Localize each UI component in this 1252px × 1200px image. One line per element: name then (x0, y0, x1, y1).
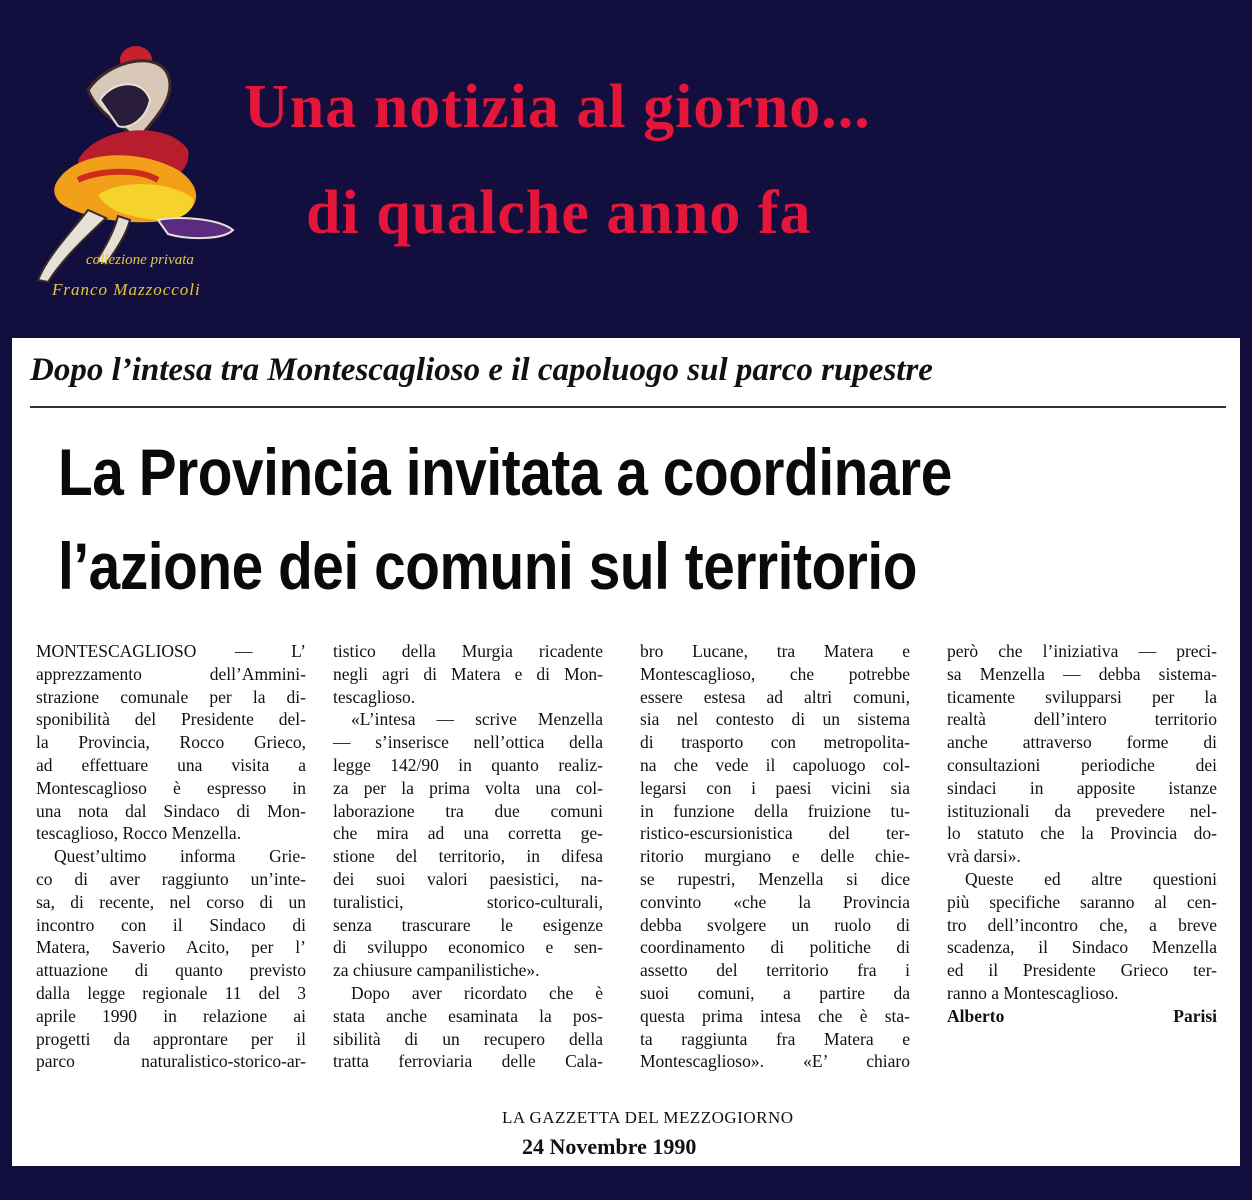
article-text-line: sa, di recente, nel corso di un (36, 891, 306, 912)
article-text-line: sa Menzella — debba sistema- (947, 663, 1217, 684)
article-text-line: stione del territorio, in difesa (333, 846, 603, 867)
article-text-line: «L’intesa — scrive Menzella (351, 709, 603, 730)
article-text-line: se rupestri, Menzella si dice (640, 868, 910, 889)
article-text-line: ed il Presidente Grieco ter- (947, 960, 1217, 981)
article-text-line: ristico-escursionistica del ter- (640, 823, 910, 844)
kicker-divider (30, 406, 1226, 408)
article-text-line: attuazione di quanto previsto (36, 960, 306, 981)
article-text-line: dei suoi valori paesistici, na- (333, 868, 603, 889)
article-text-line: realtà dell’intero territorio (947, 709, 1217, 730)
article-text-line: sibilità di un recupero della (333, 1028, 603, 1049)
article-text-line: ticamente svilupparsi per la (947, 686, 1217, 707)
article-text-line: lo statuto che la Provincia do- (947, 823, 1217, 844)
dancer-leg-left (38, 210, 106, 282)
article-column-1 (36, 640, 306, 1073)
article-text-line: laborazione tra due comuni (333, 800, 603, 821)
article-text-line: consultazioni periodiche dei (947, 754, 1217, 775)
article-text-line: la Provincia, Rocco Grieco, (36, 732, 306, 753)
newspaper-clipping (12, 338, 1240, 1166)
article-text-line: tescaglioso, Rocco Menzella. (36, 823, 242, 844)
article-text-line: za chiusure campanilistiche». (333, 960, 540, 981)
article-text-line: Quest’ultimo informa Grie- (54, 846, 306, 867)
article-text-line: legge 142/90 in quanto realiz- (333, 754, 603, 775)
article-text-line: stata anche esaminata la pos- (333, 1005, 603, 1026)
article-text-line: turalistici, storico-culturali, (333, 891, 603, 912)
article-text-line: scadenza, il Sindaco Menzella (947, 937, 1217, 958)
article-text-line: Montescaglioso». «E’ chiaro (640, 1051, 910, 1072)
article-text-line: bro Lucane, tra Matera e (640, 641, 910, 661)
article-text-line: aprile 1990 in relazione ai (36, 1005, 306, 1026)
article-text-line: essere estesa ad altri comuni, (640, 686, 910, 707)
article-text-line: convinto «che la Provincia (640, 891, 910, 912)
banner-title-line1: Una notizia al giorno... (244, 73, 871, 141)
article-text-line: però che l’iniziativa — preci- (947, 641, 1217, 661)
article-headline-line1: La Provincia invitata a coordinare (58, 435, 952, 509)
article-text-line: debba svolgere un ruolo di (640, 914, 910, 935)
article-text-line: Dopo aver ricordato che è (351, 982, 603, 1003)
article-text-line: più specifiche saranno al cen- (947, 891, 1217, 912)
article-text-line: progetti da approntare per il (36, 1028, 306, 1049)
banner-title-line2: di qualche anno fa (306, 179, 812, 247)
article-text-line: tro dell’incontro che, a breve (947, 914, 1217, 935)
article-text-line: una nota dal Sindaco di Mon- (36, 800, 306, 821)
article-text-line: sia nel contesto di un sistema (640, 709, 910, 730)
article-text-line: co di aver raggiunto un’inte- (36, 868, 306, 889)
article-text-line: assetto del territorio fra i (640, 960, 910, 981)
article-text-line: tratta ferroviaria delle Cala- (333, 1051, 603, 1072)
article-text-line: — s’inserisce nell’ottica della (333, 732, 603, 753)
article-column-3 (640, 640, 910, 1073)
article-text-line: ta raggiunta fra Matera e (640, 1028, 910, 1049)
article-text-line: Montescaglioso, che potrebbe (640, 663, 910, 684)
article-column-2 (333, 640, 603, 1073)
article-text-line: Montescaglioso è espresso in (36, 777, 306, 798)
article-text-line: parco naturalistico-storico-ar- (36, 1051, 306, 1072)
article-column-4 (947, 640, 1217, 1028)
article-text-line: vrà darsi». (947, 846, 1021, 867)
article-text-line: di trasporto con metropolita- (640, 732, 910, 753)
article-text-line: che mira ad una corretta ge- (333, 823, 603, 844)
article-text-line: in funzione della fruizione tu- (640, 800, 910, 821)
dancer-shoe (158, 218, 233, 238)
article-text-line: suoi comuni, a partire da (640, 982, 910, 1003)
article-text-line: ad effettuare una visita a (36, 754, 306, 775)
article-text-line: tescaglioso. (333, 686, 416, 707)
article-text-line: incontro con il Sindaco di (36, 914, 306, 935)
article-text-line: tistico della Murgia ricadente (333, 641, 603, 661)
article-text-line: Queste ed altre questioni (965, 868, 1217, 889)
article-text-line: legarsi con i paesi vicini sia (640, 777, 910, 798)
article-text-line: anche attraverso forme di (947, 732, 1217, 753)
collection-owner: Franco Mazzoccoli (52, 280, 201, 299)
article-text-line: MONTESCAGLIOSO — L’ (36, 641, 306, 661)
article-text-line: apprezzamento dell’Ammini- (36, 663, 306, 684)
article-text-line: ritorio murgiano e delle chie- (640, 846, 910, 867)
article-text-line: di sviluppo economico e sen- (333, 937, 603, 958)
article-text-line: questa prima intesa che è sta- (640, 1005, 910, 1026)
article-text-line: za per la prima volta una col- (333, 777, 603, 798)
publication-date: 24 Novembre 1990 (522, 1134, 697, 1159)
article-text-line: sponibilità del Presidente del- (36, 709, 306, 730)
article-text-line: ranno a Montescaglioso. (947, 982, 1119, 1003)
article-text-line: senza trascurare le esigenze (333, 914, 603, 935)
collection-label: collezione privata (86, 252, 194, 268)
article-text-line: na che vede il capoluogo col- (640, 754, 910, 775)
article-text-line: Matera, Saverio Acito, per l’ (36, 937, 306, 958)
newspaper-masthead: LA GAZZETTA DEL MEZZOGIORNO (502, 1108, 794, 1127)
article-kicker: Dopo l’intesa tra Montescaglioso e il capoluogo sul parco rupestre (30, 352, 933, 388)
article-text-line: negli agri di Matera e di Mon- (333, 663, 603, 684)
article-signature: Alberto Parisi (947, 1005, 1217, 1026)
article-text-line: dalla legge regionale 11 del 3 (36, 982, 306, 1003)
article-text-line: coordinamento di politiche di (640, 937, 910, 958)
article-text-line: istituzionali da prevedere nel- (947, 800, 1217, 821)
article-text-line: strazione comunale per la di- (36, 686, 306, 707)
article-headline-line2: l’azione dei comuni sul territorio (58, 529, 917, 603)
article-text-line: sindaci in apposite istanze (947, 777, 1217, 798)
